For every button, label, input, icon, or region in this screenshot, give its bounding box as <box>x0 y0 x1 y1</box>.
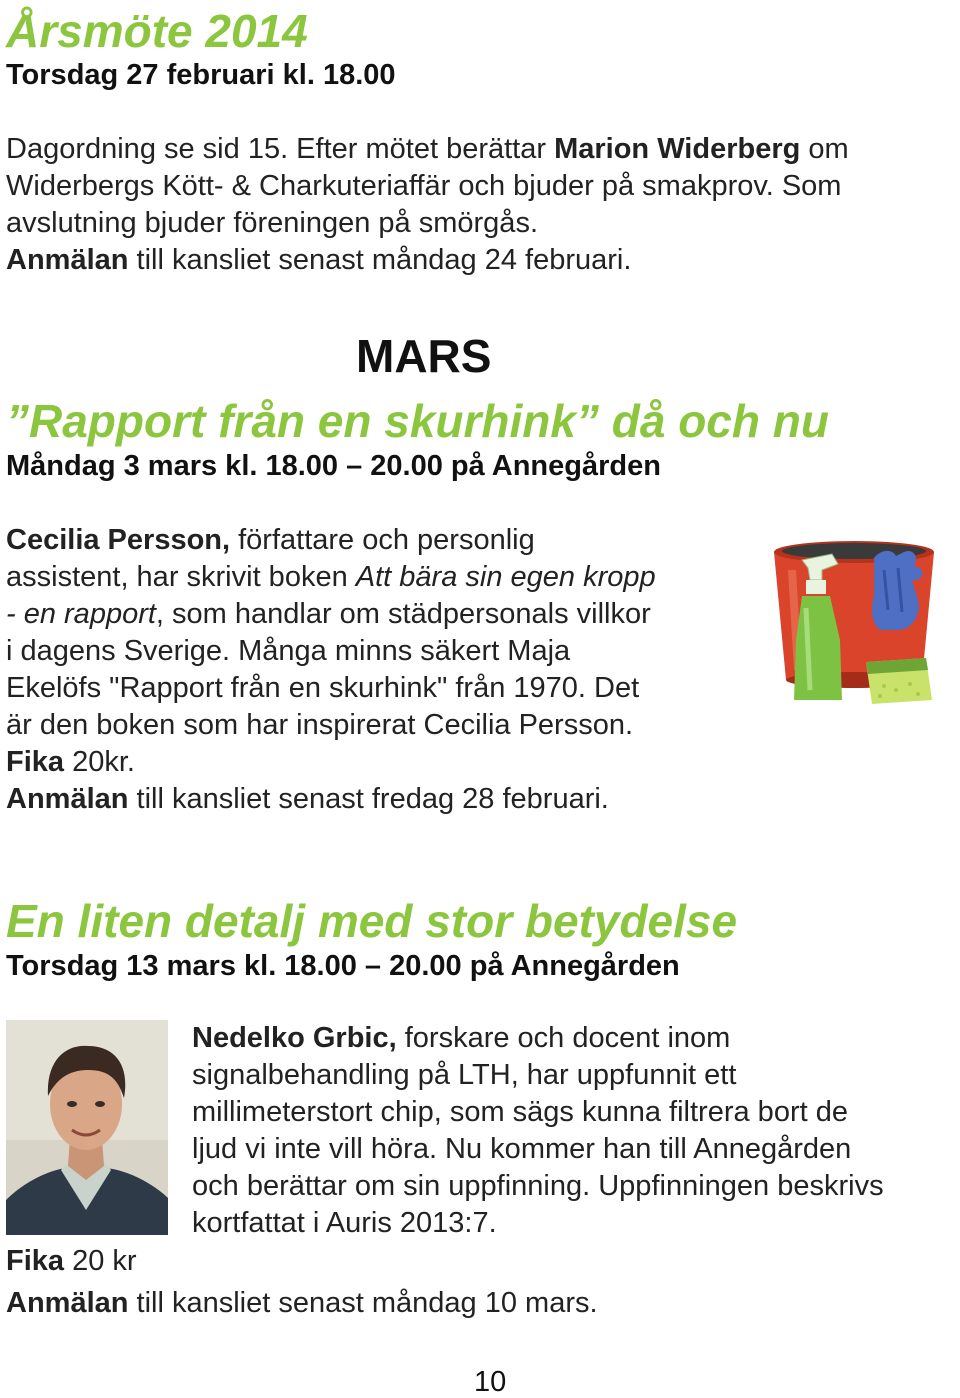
skurhink-line-5: Ekelöfs "Rapport från en skurhink" från 1970. Det <box>6 672 640 704</box>
detalj-line-2: signalbehandling på LTH, har uppfunnit ett <box>192 1059 737 1091</box>
arsmote-date: Torsdag 27 februari kl. 18.00 <box>6 59 396 91</box>
detalj-line-1: Nedelko Grbic, forskare och docent inom <box>192 1022 731 1054</box>
detalj-line-5: och berättar om sin uppfinning. Uppfinningen beskrivs <box>192 1170 884 1202</box>
arsmote-line-3: avslutning bjuder föreningen på smörgås. <box>6 207 538 239</box>
page-number: 10 <box>474 1366 507 1398</box>
arsmote-line-2: Widerbergs Kött- & Charkuteriaffär och bjuder på smakprov. Som <box>6 170 842 202</box>
skurhink-line-6: är den boken som har inspirerat Cecilia Persson. <box>6 709 634 741</box>
arsmote-line-4: Anmälan till kansliet senast måndag 24 februari. <box>6 244 632 276</box>
detalj-fika: Fika 20 kr <box>6 1245 137 1277</box>
section-title-skurhink: ”Rapport från en skurhink” då och nu <box>6 395 829 447</box>
skurhink-line-3: - en rapport, som handlar om städpersonals villkor <box>6 598 651 630</box>
detalj-paragraph <box>192 1020 958 1242</box>
month-heading: MARS <box>356 330 492 382</box>
detalj-line-4: ljud vi inte vill höra. Nu kommer han till Annegården <box>192 1133 852 1165</box>
section-title-detalj: En liten detalj med stor betydelse <box>6 895 738 947</box>
skurhink-date: Måndag 3 mars kl. 18.00 – 20.00 på Annegården <box>6 450 661 482</box>
section-title-arsmote: Årsmöte 2014 <box>6 5 308 57</box>
detalj-anmalan: Anmälan till kansliet senast måndag 10 mars. <box>6 1287 598 1319</box>
detalj-date: Torsdag 13 mars kl. 18.00 – 20.00 på Annegården <box>6 950 680 982</box>
skurhink-line-8: Anmälan till kansliet senast fredag 28 februari. <box>6 783 609 815</box>
skurhink-line-4: i dagens Sverige. Många minns säkert Maja <box>6 635 571 667</box>
skurhink-line-7: Fika 20kr. <box>6 746 135 778</box>
arsmote-paragraph <box>6 131 956 279</box>
cleaning-bucket-image <box>762 530 942 720</box>
portrait-photo <box>6 1020 168 1235</box>
detalj-line-3: millimeterstort chip, som sägs kunna filtrera bort de <box>192 1096 848 1128</box>
detalj-line-6: kortfattat i Auris 2013:7. <box>192 1207 497 1239</box>
skurhink-paragraph <box>6 522 756 818</box>
arsmote-line-1: Dagordning se sid 15. Efter mötet berättar Marion Widerberg om <box>6 133 849 165</box>
skurhink-line-1: Cecilia Persson, författare och personlig <box>6 524 535 556</box>
skurhink-line-2: assistent, har skrivit boken Att bära sin egen kropp <box>6 561 656 593</box>
